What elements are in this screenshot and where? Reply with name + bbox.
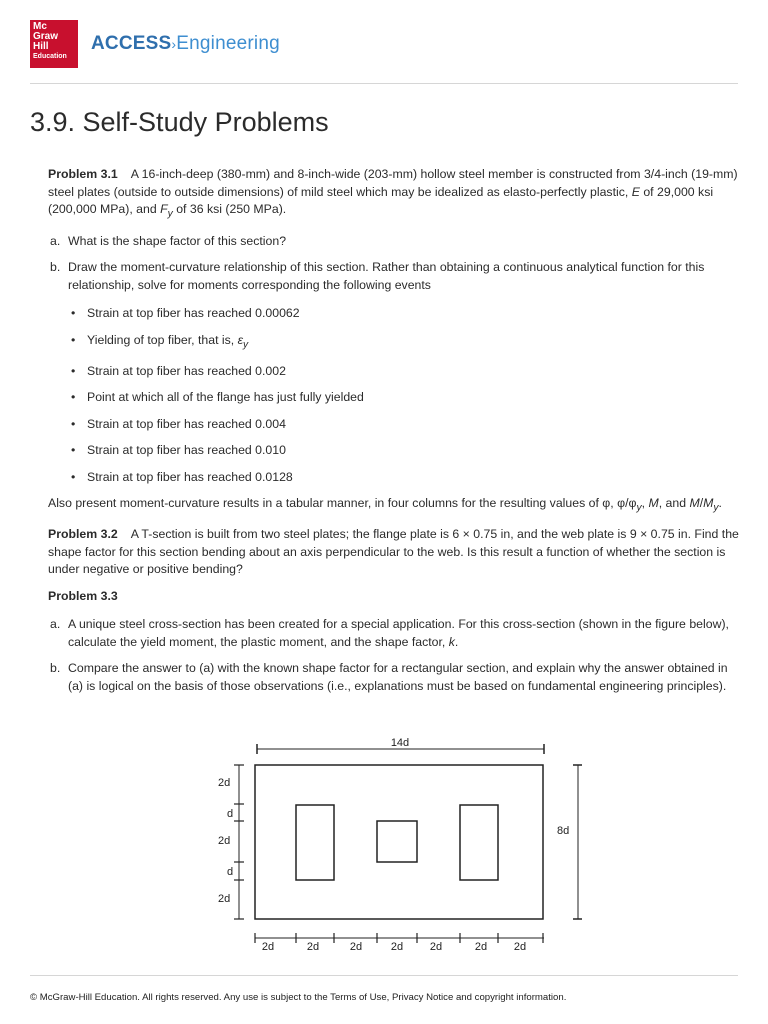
list-item: • Strain at top fiber has reached 0.00062 <box>48 305 740 323</box>
brand-arrow-icon: › <box>171 36 177 52</box>
left-opening <box>296 805 334 880</box>
bottom-dim-label: 2d <box>306 941 320 953</box>
list-item: • Strain at top fiber has reached 0.010 <box>48 442 740 460</box>
right-opening <box>460 805 498 880</box>
footer-divider <box>30 975 738 976</box>
problem-3-1-statement: Problem 3.1 A 16-inch-deep (380-mm) and 8-inch-wide (203-mm) hollow steel member is constructed from 3/4-inch (19-mm) steel plates (outside to outside dimensions) of mild steel which may be idealized as elasto-perfectly plastic, E of 29,000 ksi (200,000 MPa), and $F_y$ of 36 ksi (250 MPa). <box>48 167 738 220</box>
list-item: • Yielding of top fiber, that is, $\varepsilon_y$ <box>48 332 740 354</box>
problem-3-3-heading: Problem 3.3 <box>48 588 118 603</box>
problem-3-1-item-a: a. What is the shape factor of this section? <box>50 233 287 248</box>
problem-3-1-item-b: b. Draw the moment-curvature relationship of this section. Rather than obtaining a continuous analytical function for this relationship, solve for moments corresponding the following events <box>50 260 705 292</box>
problems-content <box>48 166 740 695</box>
bottom-dim-label: 2d <box>349 941 363 953</box>
copyright-footer: © McGraw-Hill Education. All rights reserved. Any use is subject to the Terms of Use, Privacy Notice and copyright information. <box>30 992 567 1003</box>
problem-3-3-item-b: b. Compare the answer to (a) with the known shape factor for a rectangular section, and explain why the answer obtained in (a) is logical on the basis of those observations (i.e., explanations must be based on fundamental engineering principles). <box>50 661 728 693</box>
list-item: • Strain at top fiber has reached 0.002 <box>48 363 740 381</box>
problem-3-2-statement: Problem 3.2 A T-section is built from two steel plates; the flange plate is 6 × 0.75 in, and the web plate is 9 × 0.75 in. Find the shape factor for this section bending about an axis perpendicular to the web. Is this result a function of whether the section is under negative or positive bending? <box>48 527 739 577</box>
bottom-dim-label: 2d <box>261 941 275 953</box>
center-opening <box>377 821 417 862</box>
list-item: • Point at which all of the flange has just fully yielded <box>48 389 740 407</box>
list-item: • Strain at top fiber has reached 0.0128 <box>48 469 740 487</box>
cross-section-figure <box>212 732 582 954</box>
left-dim-label: d <box>227 866 234 878</box>
list-item: • Strain at top fiber has reached 0.004 <box>48 416 740 434</box>
bottom-dim-label: 2d <box>513 941 527 953</box>
bottom-dim-label: 2d <box>429 941 443 953</box>
problem-3-3-item-a: a. A unique steel cross-section has been created for a special application. For this cross-section (shown in the figure below), calculate the yield moment, the plastic moment, and the shape factor, k. <box>50 617 729 649</box>
mcgraw-hill-logo[interactable]: Mc Graw Hill Education <box>30 20 78 68</box>
left-dim-label: 2d <box>218 777 231 789</box>
access-engineering-logo[interactable]: ACCESS›Engineering <box>91 33 280 54</box>
left-dim-label: 2d <box>218 835 231 847</box>
bottom-dim-label: 2d <box>474 941 488 953</box>
left-dim-label: 2d <box>218 893 231 905</box>
tabular-instruction: Also present moment-curvature results in a tabular manner, in four columns for the resulting values of φ, $\varphi/\varphi_y$, M, and $M/M_y$. <box>48 496 722 514</box>
left-dim-label: d <box>227 808 234 820</box>
right-dimension-label: 8d <box>557 825 570 837</box>
event-list <box>48 305 740 486</box>
site-header <box>30 20 738 84</box>
outer-section-outline <box>255 765 543 919</box>
header-divider <box>30 83 738 84</box>
top-dimension-label: 14d <box>390 737 410 749</box>
page-title: 3.9. Self-Study Problems <box>30 107 329 137</box>
bottom-dim-label: 2d <box>390 941 404 953</box>
